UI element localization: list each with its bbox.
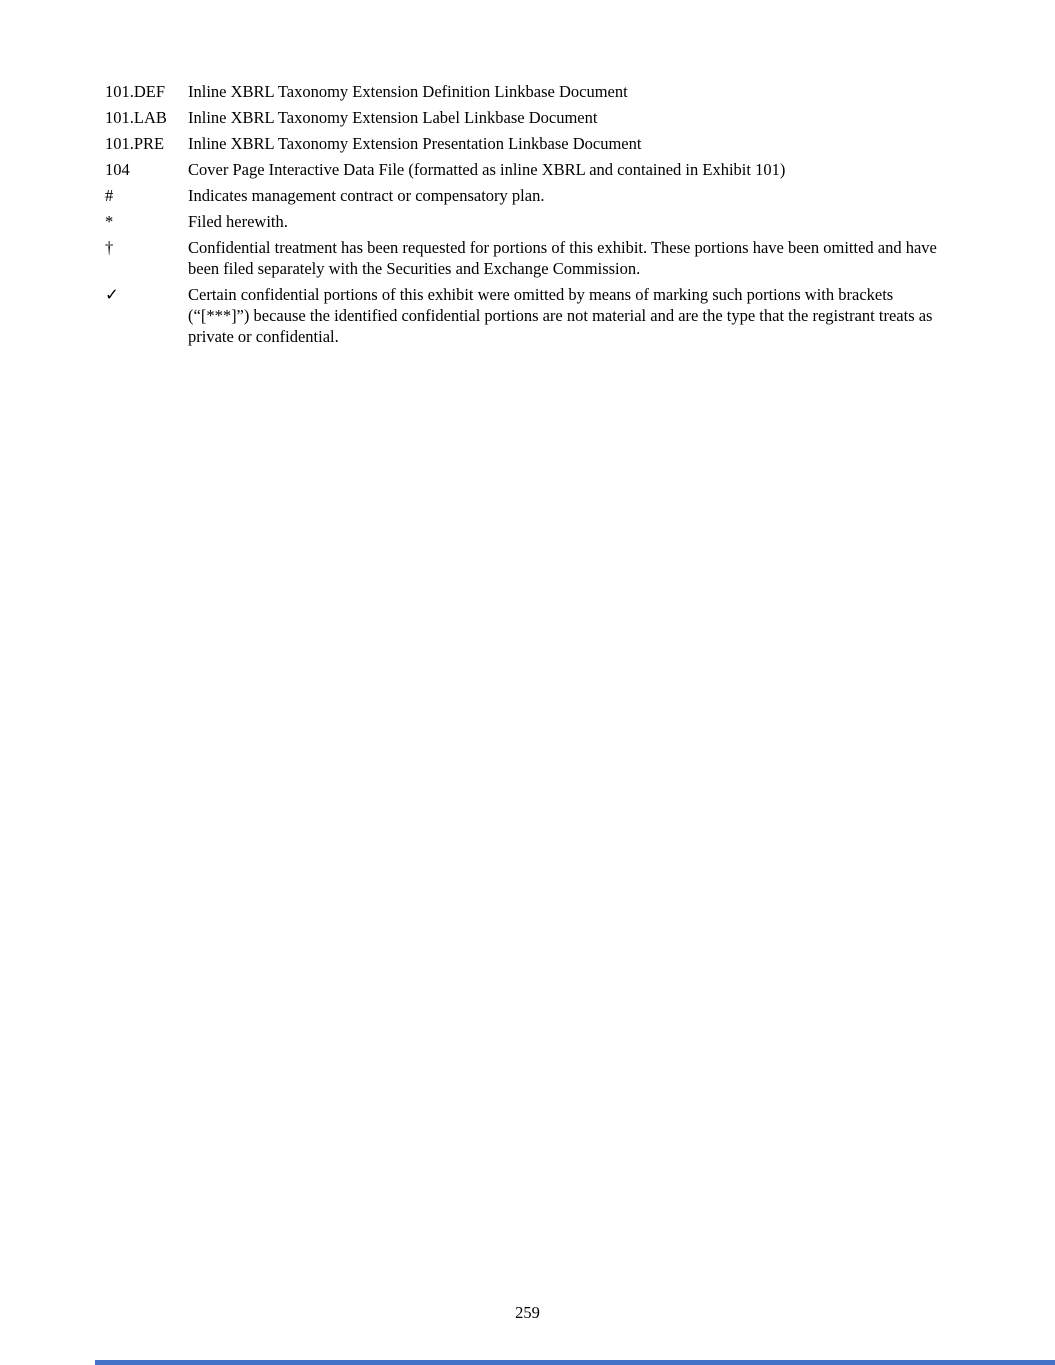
exhibit-code: 101.LAB	[105, 108, 167, 127]
exhibit-row-101-lab	[105, 107, 948, 128]
exhibit-code: 101.DEF	[105, 82, 166, 101]
note-row-hash	[105, 185, 948, 206]
note-row-asterisk	[105, 211, 948, 232]
page-number: 259	[515, 1303, 540, 1322]
checkmark-icon: ✓	[105, 285, 119, 304]
note-row-dagger	[105, 237, 948, 279]
note-row-checkmark	[105, 284, 948, 347]
note-symbol-asterisk: *	[105, 212, 114, 231]
exhibit-row-101-def	[105, 81, 948, 102]
exhibit-description: Cover Page Interactive Data File (formatted as inline XBRL and contained in Exhibit 101)	[188, 160, 786, 179]
exhibit-code: 101.PRE	[105, 134, 165, 153]
exhibit-row-101-pre	[105, 133, 948, 154]
note-description: Certain confidential portions of this exhibit were omitted by means of marking such portions with brackets (“[***]”) because the identified confidential portions are not material and are the type that the registrant treats as private or confidential.	[188, 285, 933, 346]
note-symbol-dagger: †	[105, 238, 114, 257]
exhibit-row-104	[105, 159, 948, 180]
exhibit-description: Inline XBRL Taxonomy Extension Label Linkbase Document	[188, 108, 598, 127]
note-description: Filed herewith.	[188, 212, 288, 231]
exhibit-code: 104	[105, 160, 130, 179]
exhibit-notes-list	[105, 81, 948, 352]
note-description: Confidential treatment has been requested for portions of this exhibit. These portions have been omitted and have been filed separately with the Securities and Exchange Commission.	[188, 238, 937, 278]
exhibit-description: Inline XBRL Taxonomy Extension Definition Linkbase Document	[188, 82, 628, 101]
exhibit-description: Inline XBRL Taxonomy Extension Presentation Linkbase Document	[188, 134, 642, 153]
note-symbol-hash: #	[105, 186, 114, 205]
note-description: Indicates management contract or compensatory plan.	[188, 186, 545, 205]
bottom-blue-bar	[95, 1360, 1055, 1365]
